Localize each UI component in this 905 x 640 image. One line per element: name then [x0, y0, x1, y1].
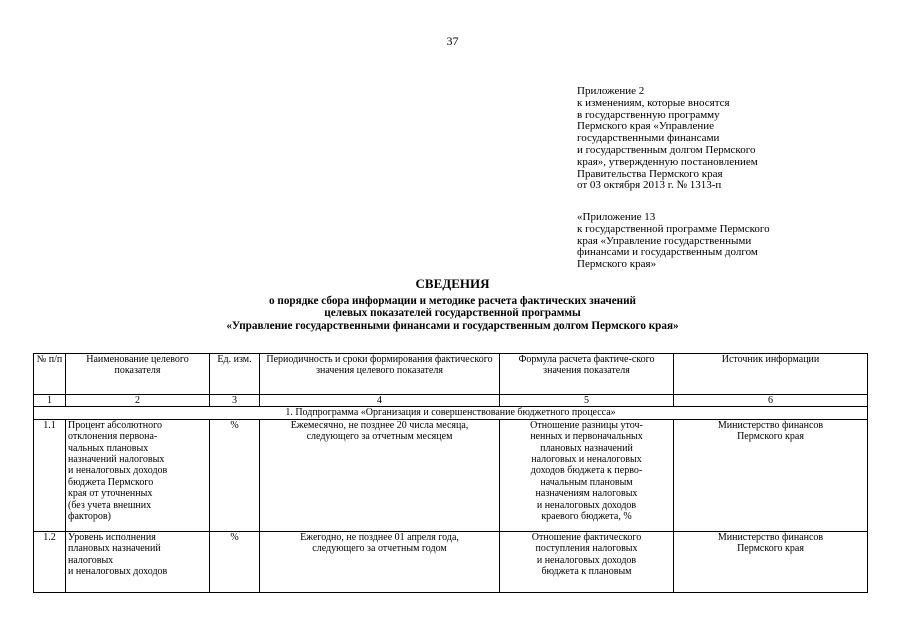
text-line: и неналоговых доходов	[68, 566, 168, 578]
text-line: налоговых и неналоговых	[531, 454, 642, 466]
text-line: (без учета внешних	[68, 499, 152, 511]
header-cell-source: Источник информации	[674, 354, 868, 395]
column-number: 6	[674, 395, 868, 407]
subprogram-title: 1. Подпрограмма «Организация и совершенствование бюджетного процесса»	[34, 407, 868, 419]
text-line: чальных плановых	[68, 442, 149, 454]
table-row	[34, 531, 868, 592]
subtitle-line: «Управление государственными финансами и государственным долгом Пермского края»	[226, 319, 679, 332]
annex-line: в государственную программу	[577, 108, 720, 121]
text-line: доходов бюджета к перво-	[530, 465, 643, 477]
header-cell-unit: Ед. изм.	[210, 354, 260, 395]
document-subtitle	[0, 295, 905, 332]
text-line: назначениям налоговых	[535, 488, 638, 500]
text-line: факторов)	[68, 511, 111, 523]
annex-13-reference-block	[577, 212, 877, 271]
text-line: Министерство финансов	[717, 419, 824, 431]
text-line: бюджета Пермского	[68, 476, 154, 488]
indicator-name	[66, 419, 210, 531]
document-title: СВЕДЕНИЯ	[415, 276, 490, 291]
calculation-formula	[500, 531, 674, 592]
subtitle-line: целевых показателей государственной программы	[324, 307, 581, 320]
text-line: и неналоговых доходов	[68, 465, 168, 477]
annex-line: финансами и государственным долгом	[577, 246, 758, 259]
text-line: Ежемесячно, не позднее 20 числа месяца,	[290, 419, 469, 431]
annex-line: Пермского края «Управление	[577, 120, 714, 133]
indicator-name	[66, 531, 210, 592]
text-line: назначений налоговых	[68, 454, 165, 466]
row-number: 1.1	[34, 419, 66, 531]
text-line: края от уточненных	[68, 488, 153, 500]
annex-line: к изменениям, которые вносятся	[577, 96, 730, 109]
information-source	[674, 419, 868, 531]
text-line: поступления налоговых	[535, 543, 638, 555]
text-line: плановых назначений	[68, 543, 161, 555]
periodicity	[260, 419, 500, 531]
annex-line: края «Управление государственными	[577, 234, 752, 247]
annex-line: Пермского края»	[577, 258, 657, 271]
annex-line: края», утвержденную постановлением	[577, 155, 758, 168]
text-line: отклонения первона-	[68, 431, 158, 443]
table-header-row	[34, 354, 868, 395]
column-number-row	[34, 395, 868, 407]
unit-of-measure: %	[210, 419, 260, 531]
text-line: Ежегодно, не позднее 01 апреля года,	[300, 531, 459, 543]
text-line: и неналоговых доходов	[536, 554, 637, 566]
column-number: 1	[34, 395, 66, 407]
text-line: краевого бюджета, %	[541, 511, 632, 523]
header-cell-name: Наименование целевого показателя	[66, 354, 210, 395]
indicators-table	[33, 353, 868, 593]
header-cell-formula: Формула расчета фактиче-ского значения показателя	[500, 354, 674, 395]
text-line: Пермского края	[737, 543, 804, 555]
annex-line: к государственной программе Пермского	[577, 222, 770, 235]
text-line: и неналоговых доходов	[536, 499, 637, 511]
annex-line: «Приложение 13	[577, 211, 656, 223]
header-cell-num: № п/п	[34, 354, 66, 395]
text-line: следующего за отчетным годом	[312, 543, 447, 555]
text-line: начальным плановым	[540, 476, 633, 488]
text-line: бюджета к плановым	[541, 566, 632, 578]
header-cell-period: Периодичность и сроки формирования фактического значения целевого показателя	[260, 354, 500, 395]
column-number: 2	[66, 395, 210, 407]
text-line: Пермского края	[737, 431, 804, 443]
annex-line: Приложение 2	[577, 85, 645, 97]
calculation-formula	[500, 419, 674, 531]
information-source	[674, 531, 868, 592]
annex-reference-block	[577, 86, 877, 192]
text-line: Министерство финансов	[717, 531, 824, 543]
text-line: плановых назначений	[540, 442, 633, 454]
text-line: ненных и первоначальных	[530, 431, 643, 443]
text-line: Отношение разницы уточ-	[530, 419, 643, 431]
annex-line: и государственным долгом Пермского	[577, 143, 756, 156]
page-number: 37	[446, 34, 459, 48]
text-line: Процент абсолютного	[68, 419, 162, 431]
subprogram-row	[34, 407, 868, 419]
annex-line: государственными финансами	[577, 132, 720, 145]
table-row	[34, 419, 868, 531]
column-number: 3	[210, 395, 260, 407]
annex-line: Правительства Пермского края	[577, 167, 723, 180]
text-line: следующего за отчетным месяцем	[306, 431, 453, 443]
text-line: Уровень исполнения	[68, 531, 156, 543]
text-line: Отношение фактического	[531, 531, 642, 543]
column-number: 5	[500, 395, 674, 407]
unit-of-measure: %	[210, 531, 260, 592]
annex-line: от 03 октября 2013 г. № 1313-п	[577, 179, 722, 192]
column-number: 4	[260, 395, 500, 407]
subtitle-line: о порядке сбора информации и методике расчета фактических значений	[268, 295, 637, 307]
periodicity	[260, 531, 500, 592]
row-number: 1.2	[34, 531, 66, 592]
text-line: налоговых	[68, 554, 114, 566]
